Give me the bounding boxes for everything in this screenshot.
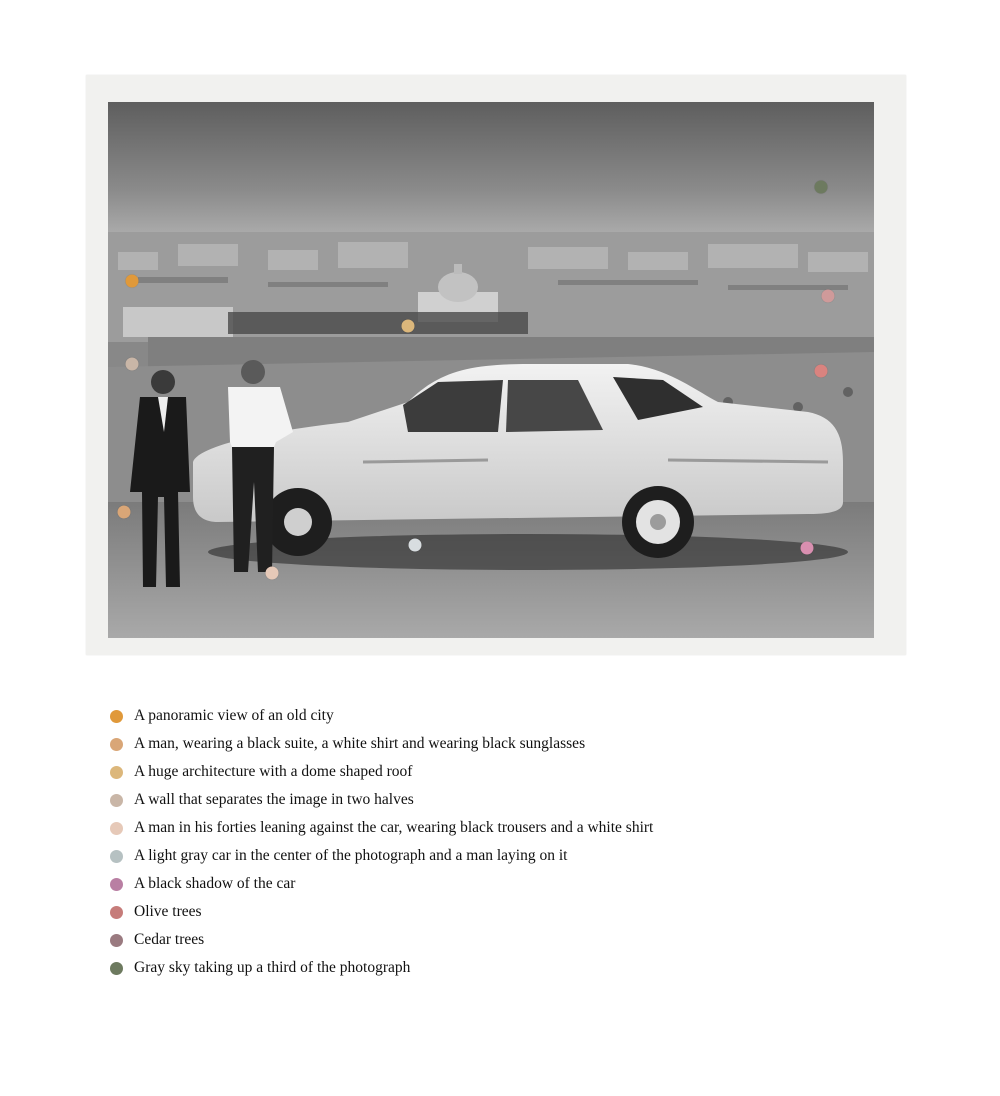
legend-label: A panoramic view of an old city — [134, 707, 334, 724]
legend-dot-icon — [110, 934, 123, 947]
legend-dot-icon — [110, 710, 123, 723]
marker-cedar-trees — [822, 290, 835, 303]
legend-item — [110, 842, 653, 870]
marker-olive-trees — [815, 365, 828, 378]
legend-item — [110, 702, 653, 730]
marker-sky — [815, 181, 828, 194]
legend-label: A man, wearing a black suite, a white shirt and wearing black sunglasses — [134, 735, 586, 752]
legend-item — [110, 730, 653, 758]
legend-label: Cedar trees — [134, 931, 205, 948]
legend-dot-icon — [110, 794, 123, 807]
marker-dome — [402, 320, 415, 333]
legend-label: A wall that separates the image in two halves — [134, 791, 414, 808]
legend-item — [110, 870, 653, 898]
legend-label: A black shadow of the car — [134, 875, 296, 892]
legend-label: Olive trees — [134, 903, 202, 920]
legend-dot-icon — [110, 738, 123, 751]
legend-dot-icon — [110, 906, 123, 919]
marker-car — [409, 539, 422, 552]
photograph-illustration — [108, 102, 874, 638]
legend-item — [110, 814, 653, 842]
marker-man-suit — [118, 506, 131, 519]
legend-label: Gray sky taking up a third of the photograph — [134, 959, 411, 976]
legend-dot-icon — [110, 962, 123, 975]
legend-item — [110, 926, 653, 954]
photo-frame — [86, 75, 906, 655]
legend-item — [110, 758, 653, 786]
marker-man-forties — [266, 567, 279, 580]
marker-old-city — [126, 275, 139, 288]
legend-item — [110, 954, 653, 982]
legend-dot-icon — [110, 878, 123, 891]
legend — [110, 702, 653, 982]
marker-car-shadow — [801, 542, 814, 555]
sky — [108, 102, 874, 247]
legend-item — [110, 786, 653, 814]
legend-item — [110, 898, 653, 926]
marker-wall — [126, 358, 139, 371]
photograph — [108, 102, 874, 638]
legend-label: A light gray car in the center of the photograph and a man laying on it — [134, 847, 568, 864]
legend-label: A huge architecture with a dome shaped roof — [134, 763, 413, 780]
legend-label: A man in his forties leaning against the car, wearing black trousers and a white shirt — [134, 819, 654, 836]
legend-dot-icon — [110, 766, 123, 779]
legend-dot-icon — [110, 822, 123, 835]
legend-dot-icon — [110, 850, 123, 863]
